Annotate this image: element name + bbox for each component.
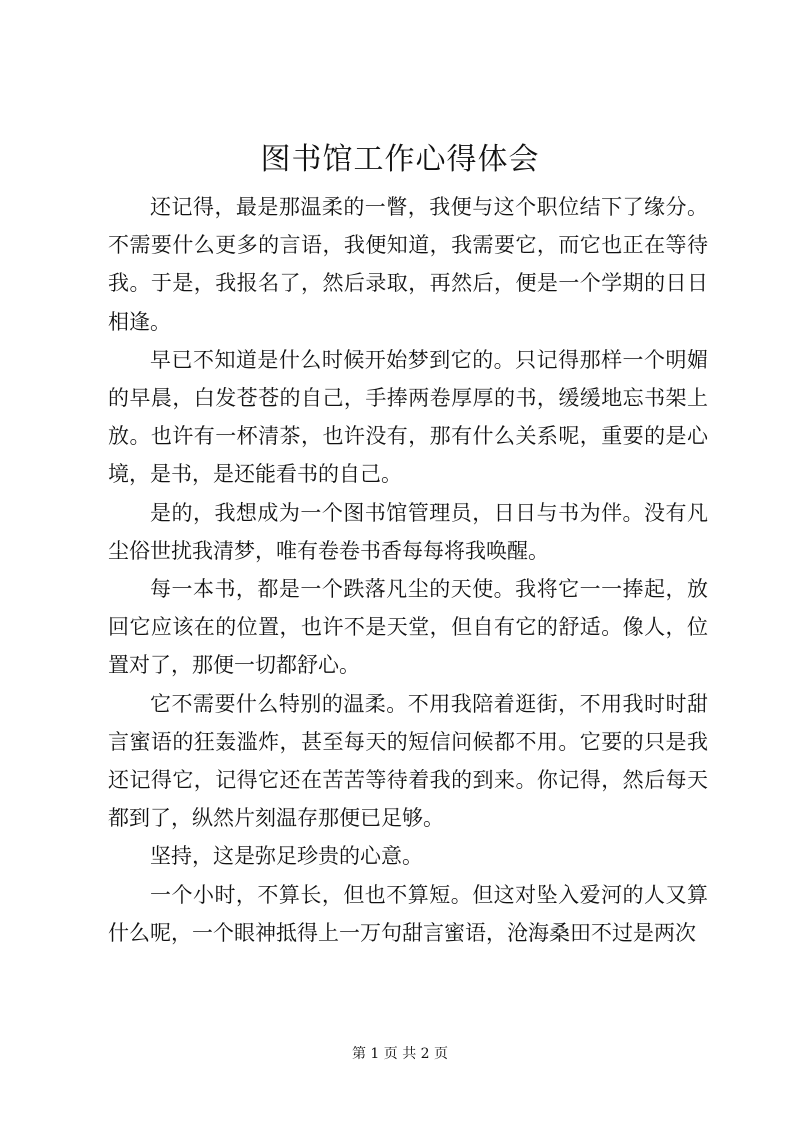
paragraph: 还记得，最是那温柔的一瞥，我便与这个职位结下了缘分。不需要什么更多的言语，我便知道，我需要它，而它也正在等待我。于是，我报名了，然后录取，再然后，便是一个学期的日日相逢。	[108, 195, 708, 334]
document-title: 图书馆工作心得体会	[260, 142, 540, 177]
paragraph: 坚持，这是弥足珍贵的心意。	[150, 844, 423, 869]
document-body	[108, 188, 708, 952]
paragraph: 是的，我想成为一个图书馆管理员，日日与书为伴。没有凡尘俗世扰我清梦，唯有卷卷书香每每将我唤醒。	[108, 500, 708, 563]
paragraph: 每一本书，都是一个跌落凡尘的天使。我将它一一捧起，放回它应该在的位置，也许不是天堂，但自有它的舒适。像人，位置对了，那便一切都舒心。	[108, 577, 708, 678]
paragraph: 一个小时，不算长，但也不算短。但这对坠入爱河的人又算什么呢，一个眼神抵得上一万句甜言蜜语，沧海桑田不过是两次	[108, 882, 708, 945]
paragraph: 它不需要什么特别的温柔。不用我陪着逛街，不用我时时甜言蜜语的狂轰滥炸，甚至每天的短信问候都不用。它要的只是我还记得它，记得它还在苦苦等待着我的到来。你记得，然后每天都到了，纵然片刻温存那便已足够。	[108, 691, 708, 831]
page-footer: 第 1 页 共 2 页	[351, 1046, 449, 1062]
paragraph: 早已不知道是什么时候开始梦到它的。只记得那样一个明媚的早晨，白发苍苍的自己，手捧两卷厚厚的书，缓缓地忘书架上放。也许有一杯清茶，也许没有，那有什么关系呢，重要的是心境，是书，是还能看书的自己。	[108, 347, 708, 487]
